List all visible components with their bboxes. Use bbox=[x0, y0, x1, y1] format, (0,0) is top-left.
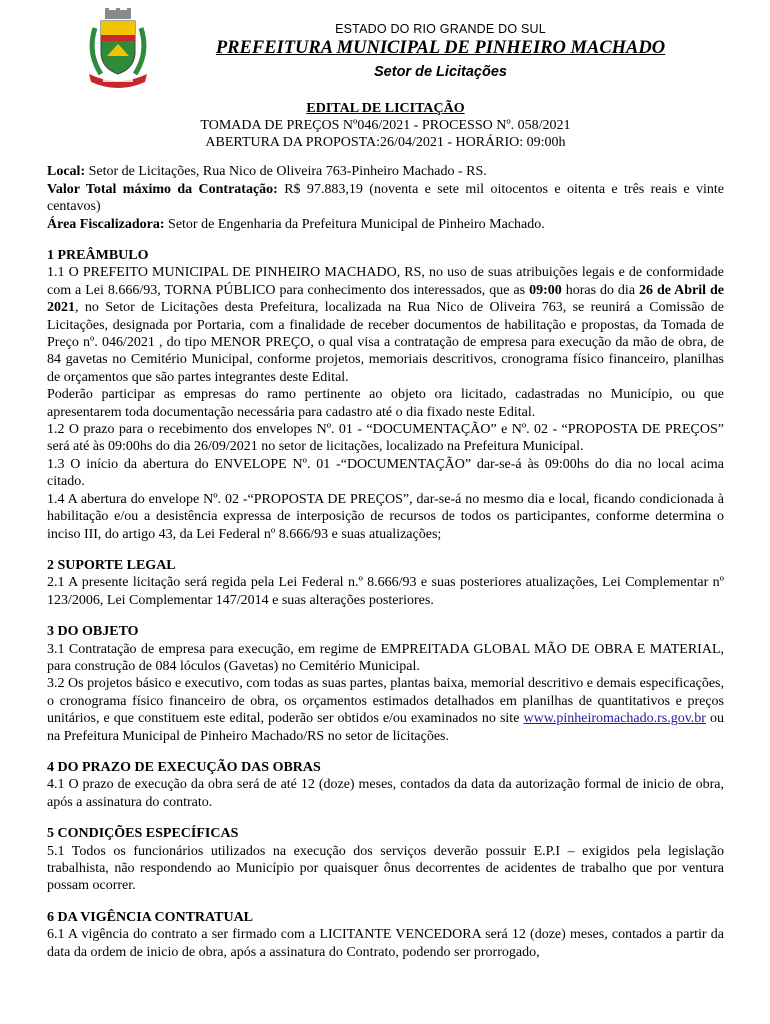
website-link[interactable]: www.pinheiromachado.rs.gov.br bbox=[523, 711, 706, 727]
prefeitura-name: PREFEITURA MUNICIPAL DE PINHEIRO MACHADO bbox=[215, 38, 666, 58]
bold-date: 26 de Abril de 2021 bbox=[47, 282, 724, 316]
info-local bbox=[47, 163, 724, 181]
section-vigencia bbox=[47, 909, 724, 961]
paragraph-1-1 bbox=[47, 264, 724, 386]
department-name: Setor de Licitações bbox=[374, 64, 507, 80]
info-local-text: Setor de Licitações, Rua Nico de Oliveira 763-Pinheiro Machado - RS. bbox=[85, 164, 487, 179]
section-condicoes bbox=[47, 825, 724, 895]
paragraph-4-1: 4.1 O prazo de execução da obra será de até 12 (doze) meses, contados da data da autorização formal de inicio de obra, após a assinatura do contrato. bbox=[47, 777, 724, 810]
paragraph-6-1: 6.1 A vigência do contrato a ser firmado com a LICITANTE VENCEDORA será 12 (doze) meses, contados a partir da data da ordem de inicio de obra, após a assinatura do Contrato, podendo ser prorrogado, bbox=[47, 927, 724, 960]
edital-title-block bbox=[47, 100, 724, 151]
info-area-text: Setor de Engenharia da Prefeitura Municipal de Pinheiro Machado. bbox=[164, 216, 545, 232]
section-objeto bbox=[47, 623, 724, 745]
text-run: ou na Prefeitura Municipal de Pinheiro Machado/RS no setor de licitações. bbox=[47, 711, 725, 744]
paragraph-participation: Poderão participar as empresas do ramo pertinente ao objeto ora licitado, cadastradas no Município, ou que apresentarem toda documentação necessária para cadastro até o dia fixado neste Edital. bbox=[47, 387, 724, 420]
state-name: ESTADO DO RIO GRANDE DO SUL bbox=[335, 22, 546, 36]
letterhead bbox=[47, 0, 724, 90]
text-run: , no Setor de Licitações desta Prefeitura, localizada na Rua Nico de Oliveira 763, se reunirá a Comissão de Licitações, designada por Portaria, com a finalidade de receber documentos de habilitação e propostas, da Tomada de Preço nº. 046/2021 , do tipo MENOR PREÇO, o qual visa a contratação de empresa para execução da mão de obra, de 84 gavetas no Cemitério Municipal, conforme projetos, memoriais descritivos, cronograma físico financeiro, planilhas de orçamentos que são partes integrantes deste Edital. bbox=[47, 300, 724, 385]
paragraph-5-1: 5.1 Todos os funcionários utilizados na execução dos serviços deverão possuir E.P.I – exigidos pela legislação trabalhista, não respondendo ao Município por quaisquer ônus decorrentes de acidentes de trabalho que por ventura possam ocorrer. bbox=[47, 843, 724, 894]
edital-title: EDITAL DE LICITAÇÃO bbox=[306, 101, 465, 116]
section-suporte-legal bbox=[47, 557, 724, 609]
info-area bbox=[47, 216, 724, 234]
section-heading: 5 CONDIÇÕES ESPECÍFICAS bbox=[47, 826, 239, 842]
section-prazo-execucao bbox=[47, 759, 724, 811]
paragraph-1-4: 1.4 A abertura do envelope Nº. 02 -“PROPOSTA DE PREÇOS”, dar-se-á no mesmo dia e local, ficando condicionada à habilitação e/ou a desistência expressa de interposição de recursos de todos os participantes, conforme determina o inciso III, do artigo 43, da Lei Federal nº 8.666/93 e suas atualizações; bbox=[47, 491, 724, 542]
section-heading: 4 DO PRAZO DE EXECUÇÃO DAS OBRAS bbox=[47, 759, 321, 775]
text-run: horas do dia bbox=[561, 282, 639, 298]
info-valor bbox=[47, 181, 724, 216]
text-run: 1.1 O PREFEITO MUNICIPAL DE PINHEIRO MACHADO, RS, no uso de suas atribuições legais e de conformidade com a Lei 8.666/93, TORNA PÚBLICO para conhecimento dos interessados, que as bbox=[47, 265, 724, 298]
section-heading: 2 SUPORTE LEGAL bbox=[47, 557, 176, 573]
paragraph-3-2 bbox=[47, 675, 724, 745]
edital-info bbox=[47, 163, 724, 233]
section-heading: 6 DA VIGÊNCIA CONTRATUAL bbox=[47, 909, 254, 925]
paragraph-3-1: 3.1 Contratação de empresa para execução, em regime de EMPREITADA GLOBAL MÃO DE OBRA E MATERIAL, para construção de 084 lóculos (Gavetas) no Cemitério Municipal. bbox=[47, 641, 724, 674]
bold-time: 09:00 bbox=[529, 282, 562, 298]
section-heading: 1 PREÂMBULO bbox=[47, 248, 149, 263]
paragraph-1-3: 1.3 O início da abertura do ENVELOPE Nº. 01 -“DOCUMENTAÇÃO” dar-se-á às 09:00hs do dia no local acima citado. bbox=[47, 456, 724, 490]
info-valor-text: R$ 97.883,19 (noventa e sete mil oitocentos e oitenta e três reais e vinte centavos) bbox=[47, 181, 724, 214]
info-local-label: Local: bbox=[47, 164, 86, 179]
section-preambulo bbox=[47, 247, 724, 543]
paragraph-1-2: 1.2 O prazo para o recebimento dos envelopes Nº. 01 - “DOCUMENTAÇÃO” e Nº. 02 - “PROPOSTA DE PREÇOS” será até às 09:00hs do dia 26/09/2021 no setor de licitações, localizado na Prefeitura Municipal. bbox=[47, 422, 724, 455]
edital-opening-line: ABERTURA DA PROPOSTA:26/04/2021 - HORÁRIO: 09:00h bbox=[205, 135, 566, 150]
info-valor-label: Valor Total máximo da Contratação: bbox=[47, 181, 278, 197]
section-heading: 3 DO OBJETO bbox=[47, 624, 139, 640]
paragraph-2-1: 2.1 A presente licitação será regida pela Lei Federal n.º 8.666/93 e suas posteriores atualizações, Lei Complementar nº 123/2006, Lei Complementar 147/2014 e suas alterações posteriores. bbox=[47, 575, 724, 608]
text-run: 3.2 Os projetos básico e executivo, com todas as suas partes, plantas baixa, memorial descritivo e demais especificações, o cronograma físico financeiro de obra, os orçamentos estimados detalhados em planilhas de quantitativos e preços unitários, e que constituem este edital, poderão ser obtidos e/ou examinados no site bbox=[47, 676, 724, 727]
edital-process-line: TOMADA DE PREÇOS Nº046/2021 - PROCESSO Nº. 058/2021 bbox=[200, 118, 571, 133]
info-area-label: Área Fiscalizadora: bbox=[47, 216, 165, 232]
